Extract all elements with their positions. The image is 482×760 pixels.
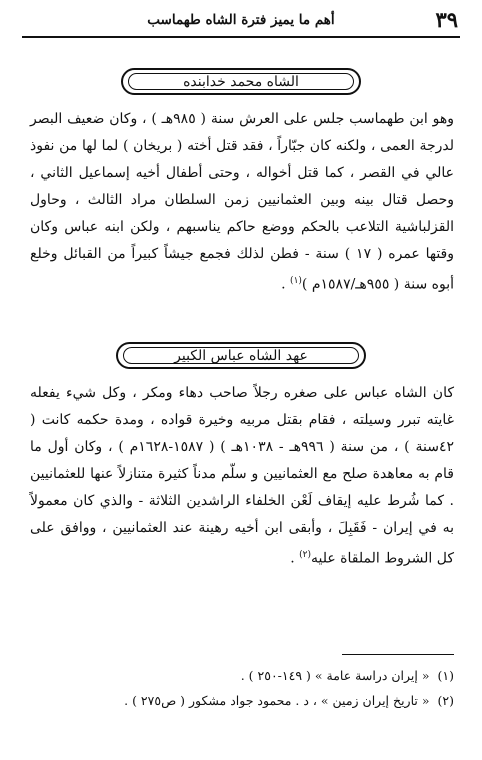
footnote-number: (٢) [437,693,454,708]
section-heading-label: عهد الشاه عباس الكبير [174,347,308,364]
footnote-text: « إيران دراسة عامة » ( ١٤٩-٢٥٠ ) . [240,668,430,683]
page-number: ٣٩ [435,7,458,32]
footnote-ref: (١) [290,276,302,286]
paragraph-text: وهو ابن طهماسب جلس على العرش سنة ( ٩٨٥هـ ) ، وكان ضعيف البصر لدرجة العمى ، ولكنه كان جبّاراً ، فقد قتل أخته ( بريخان ) لما لها من نفوذ عالي في القصر ، كما قتل أخواله ، وحتى أطفال أخيه إسماعيل الثاني ، وحصل قتال بينه وبين العثمانيين زمن السلطان مراد الثالث ، وحاول القزلباشية التلاعب بالحكم ووضع حاكم يناسبهم ، ولكن ابنه عباس وكان وقتها عمره ( ١٧ ) سنة - فطن لذلك فجمع جيشاً كبيراً من القبائل وخلع أبوه سنة ( ٩٥٥هـ/١٥٨٧م ) [30,111,455,293]
footnotes [30,663,454,713]
running-header [22,8,460,38]
footnote-text: « تاريخ إيران زمين » ، د . محمود جواد مشكور ( ص٢٧٥ ) . [124,693,430,708]
footnote-item [30,663,454,688]
footnote-item [30,688,454,713]
paragraph-khodabandeh [30,106,454,299]
paragraph-end: . [281,276,291,293]
footnote-number: (١) [437,668,454,683]
paragraph-abbas [30,380,454,573]
footnote-ref: (٢) [299,550,312,560]
paragraph-text: كان الشاه عباس على صغره رجلاً صاحب دهاء ومكر ، وكل شيء يفعله غايته تبرر وسيلته ، فقام بقتل مربيه وخيرة قواده ، ومدة حكمه كانت ( ٤٢سنة ) ، من سنة ( ٩٩٦هـ - ١٠٣٨هـ ) ( ١٥٨٧-١٦٢٨م ) ، وكان أول ما قام به معاهدة صلح مع العثمانيين و سلّم مدناً كثيرة متنازلاً عنها للعثمانيين . كما شُرط عليه إيقاف لَعْن الخلفاء الراشدين الثلاثة - والذي كان معمولاً به في إيران - فَقَبِلَ ، وأبقى ابن أخيه رهينة عند العثمانيين ، ووافق على كل الشروط الملقاة عليه [30,385,454,567]
section-heading-mohammad-khodabandeh [121,68,361,95]
paragraph-end: . [290,550,300,567]
running-title: أهم ما يميز فترة الشاه طهماسب [147,12,335,28]
section-heading-label: الشاه محمد خدابنده [183,73,299,90]
footnote-divider [342,654,454,655]
section-heading-abbas-the-great [116,342,366,369]
